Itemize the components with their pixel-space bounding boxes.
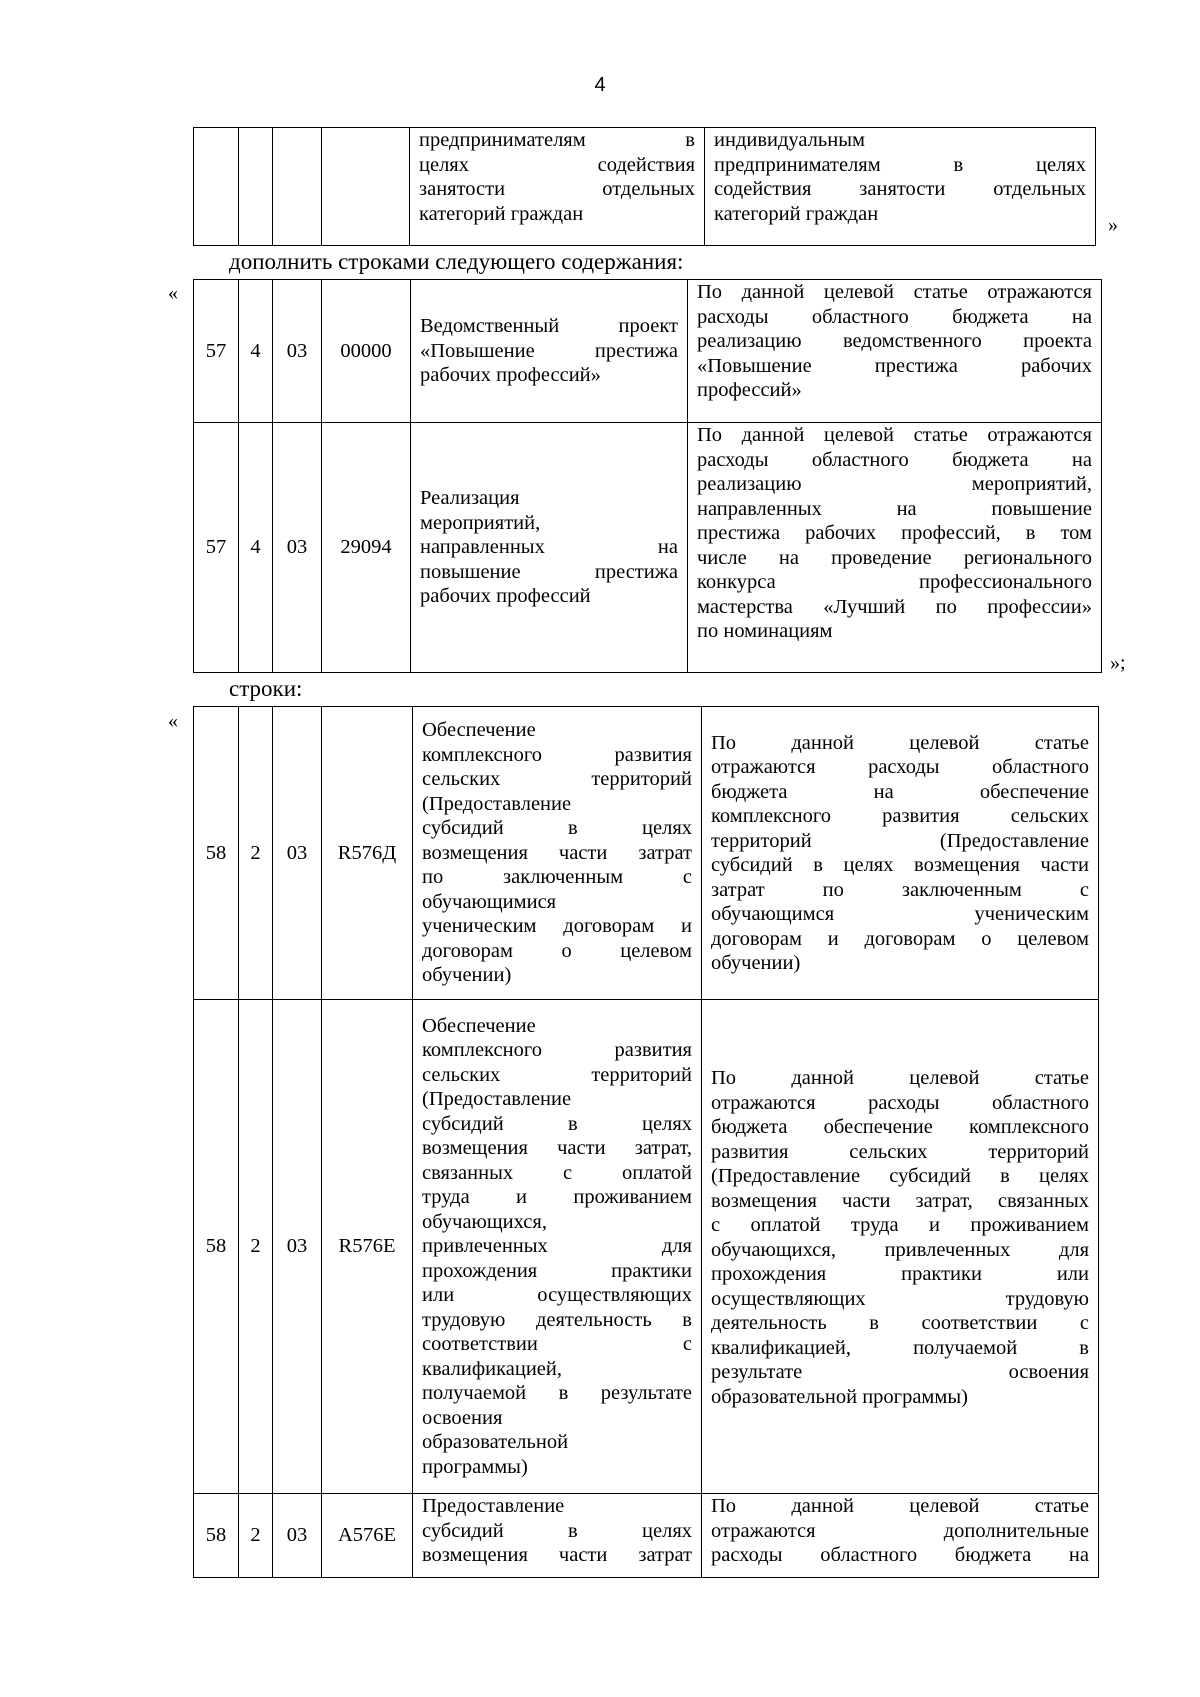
- add-rows-table: [193, 279, 1102, 673]
- text-line: «Повышение престижа рабочих: [697, 354, 1092, 377]
- text-line: результате освоения: [711, 1361, 1089, 1383]
- closing-quote: »;: [1110, 652, 1126, 674]
- text-line: предпринимателям в целях: [714, 153, 1086, 176]
- text-line: квалификацией, получаемой в: [711, 1336, 1089, 1359]
- table-row: [194, 1494, 1099, 1578]
- text-line: конкурса профессионального: [697, 571, 1092, 593]
- name-cell: [411, 423, 688, 673]
- name-cell: [413, 707, 702, 1000]
- text-line: обучающимися: [422, 890, 557, 913]
- text-line: реализацию мероприятий,: [697, 473, 1092, 495]
- text-line: «Повышение престижа: [420, 339, 678, 362]
- text-line: По данной целевой статье отражаются: [697, 281, 1092, 303]
- text-line: профессий»: [697, 379, 802, 401]
- text-line: (Предоставление субсидий в целях: [711, 1165, 1089, 1187]
- text-line: повышение престижа: [420, 560, 678, 583]
- text-line: бюджета обеспечение комплексного: [711, 1116, 1089, 1138]
- code-cell: R576Е: [322, 1000, 413, 1494]
- code-cell: 2: [239, 1000, 273, 1494]
- text-line: квалификацией,: [422, 1357, 562, 1380]
- text-line: содействия занятости отдельных: [714, 178, 1086, 200]
- text-line: Ведомственный проект: [420, 315, 678, 338]
- text-line: образовательной: [422, 1431, 569, 1454]
- text-line: субсидий в целях: [422, 1112, 692, 1135]
- text-line: с оплатой труда и проживанием: [711, 1214, 1089, 1236]
- text-line: возмещения части затрат: [422, 841, 692, 864]
- text-line: По данной целевой статье: [711, 1067, 1089, 1089]
- text-line: или осуществляющих: [422, 1284, 692, 1307]
- text-line: отражаются расходы областного: [711, 1091, 1089, 1114]
- code-cell: [194, 128, 239, 246]
- text-line: направленных на: [420, 536, 678, 559]
- text-line: (Предоставление: [422, 1088, 572, 1111]
- text-line: возмещения части затрат, связанных: [711, 1189, 1089, 1212]
- text-line: развития сельских территорий: [711, 1140, 1089, 1163]
- text-line: престижа рабочих профессий, в том: [697, 522, 1092, 544]
- name-cell: [410, 128, 705, 246]
- text-line: Обеспечение: [422, 719, 536, 742]
- code-cell: 03: [273, 280, 322, 423]
- text-line: возмещения части затрат: [422, 1544, 692, 1566]
- text-line: занятости отдельных: [419, 178, 695, 200]
- code-cell: 57: [194, 280, 239, 423]
- text-line: отражаются расходы областного: [711, 756, 1089, 778]
- text-line: договорам и договорам о целевом: [711, 927, 1089, 950]
- description-cell: [705, 128, 1096, 246]
- text-line: индивидуальным: [714, 129, 865, 151]
- text-line: По данной целевой статье: [711, 731, 1089, 754]
- description-cell: [702, 707, 1099, 1000]
- page-number: 4: [594, 74, 606, 96]
- code-cell: 03: [273, 423, 322, 673]
- text-line: категорий граждан: [419, 202, 584, 225]
- name-cell: [411, 280, 688, 423]
- table-row: [194, 128, 1096, 246]
- text-line: по заключенным с: [422, 866, 692, 889]
- table-row: [194, 707, 1099, 1000]
- code-cell: 2: [239, 707, 273, 1000]
- code-cell: 58: [194, 707, 239, 1000]
- text-line: субсидий в целях: [422, 1519, 692, 1542]
- text-line: Обеспечение: [422, 1014, 536, 1037]
- code-cell: 2: [239, 1494, 273, 1578]
- code-cell: 58: [194, 1000, 239, 1494]
- code-cell: 00000: [322, 280, 411, 423]
- text-line: труда и проживанием: [422, 1186, 692, 1209]
- text-line: рабочих профессий»: [420, 364, 601, 387]
- text-line: сельских территорий: [422, 1063, 692, 1086]
- text-line: числе на проведение регионального: [697, 546, 1092, 569]
- code-cell: 03: [273, 1000, 322, 1494]
- text-line: расходы областного бюджета на: [697, 448, 1092, 471]
- text-line: Реализация: [420, 487, 520, 510]
- instruction-add: дополнить строками следующего содержания:: [229, 249, 684, 274]
- text-line: получаемой в результате: [422, 1382, 692, 1405]
- text-line: по номинациям: [697, 620, 833, 642]
- code-cell: R576Д: [322, 707, 413, 1000]
- text-line: освоения: [422, 1406, 503, 1429]
- rows-table: [193, 706, 1099, 1578]
- text-line: прохождения практики: [422, 1259, 692, 1282]
- text-line: комплексного развития: [422, 743, 692, 766]
- text-line: расходы областного бюджета на: [711, 1544, 1089, 1566]
- text-line: территорий (Предоставление: [711, 829, 1089, 852]
- code-cell: 03: [273, 1494, 322, 1578]
- code-cell: 03: [273, 707, 322, 1000]
- text-line: мероприятий,: [420, 511, 541, 534]
- text-line: соответствии с: [422, 1333, 692, 1356]
- text-line: сельских территорий: [422, 768, 692, 791]
- name-cell: [413, 1000, 702, 1494]
- description-cell: [688, 280, 1102, 423]
- code-cell: 58: [194, 1494, 239, 1578]
- continued-table: [193, 127, 1096, 246]
- name-cell: [413, 1494, 702, 1578]
- text-line: расходы областного бюджета на: [697, 305, 1092, 328]
- description-cell: [688, 423, 1102, 673]
- opening-quote: «: [168, 282, 178, 304]
- text-line: По данной целевой статье: [711, 1495, 1089, 1517]
- text-line: комплексного развития сельских: [711, 805, 1089, 827]
- code-cell: 29094: [322, 423, 411, 673]
- text-line: отражаются дополнительные: [711, 1519, 1089, 1542]
- text-line: обучении): [711, 952, 801, 974]
- text-line: рабочих профессий: [420, 585, 591, 608]
- text-line: договорам о целевом: [422, 939, 692, 962]
- code-cell: 57: [194, 423, 239, 673]
- text-line: обучении): [422, 964, 512, 987]
- text-line: деятельность в соответствии с: [711, 1312, 1089, 1334]
- text-line: целях содействия: [419, 153, 695, 176]
- text-line: возмещения части затрат,: [422, 1137, 692, 1160]
- text-line: обучающимся ученическим: [711, 903, 1089, 925]
- text-line: программы): [422, 1455, 528, 1478]
- text-line: По данной целевой статье отражаются: [697, 424, 1092, 446]
- description-cell: [702, 1000, 1099, 1494]
- text-line: ученическим договорам и: [422, 915, 692, 938]
- code-cell: [239, 128, 273, 246]
- text-line: субсидий в целях: [422, 817, 692, 840]
- text-line: субсидий в целях возмещения части: [711, 854, 1089, 876]
- text-line: Предоставление: [422, 1495, 565, 1517]
- table-row: [194, 423, 1102, 673]
- text-line: комплексного развития: [422, 1039, 692, 1062]
- text-line: обучающихся, привлеченных для: [711, 1238, 1089, 1261]
- table-row: [194, 1000, 1099, 1494]
- text-line: связанных с оплатой: [422, 1161, 692, 1184]
- text-line: прохождения практики или: [711, 1263, 1089, 1285]
- text-line: категорий граждан: [714, 202, 879, 225]
- text-line: реализацию ведомственного проекта: [697, 330, 1092, 352]
- text-line: направленных на повышение: [697, 497, 1092, 520]
- closing-quote: »: [1108, 214, 1118, 236]
- text-line: обучающихся,: [422, 1210, 547, 1233]
- text-line: (Предоставление: [422, 792, 572, 815]
- text-line: мастерства «Лучший по профессии»: [697, 595, 1092, 618]
- instruction-rows: строки:: [229, 676, 303, 701]
- code-cell: 4: [239, 423, 273, 673]
- description-cell: [702, 1494, 1099, 1578]
- code-cell: [322, 128, 410, 246]
- text-line: образовательной программы): [711, 1385, 968, 1408]
- table-row: [194, 280, 1102, 423]
- text-line: затрат по заключенным с: [711, 878, 1089, 901]
- text-line: привлеченных для: [422, 1235, 692, 1258]
- text-line: бюджета на обеспечение: [711, 780, 1089, 803]
- text-line: предпринимателям в: [419, 129, 695, 151]
- text-line: осуществляющих трудовую: [711, 1287, 1089, 1310]
- code-cell: А576Е: [322, 1494, 413, 1578]
- text-line: трудовую деятельность в: [422, 1308, 692, 1331]
- code-cell: [273, 128, 322, 246]
- code-cell: 4: [239, 280, 273, 423]
- opening-quote: «: [168, 710, 178, 732]
